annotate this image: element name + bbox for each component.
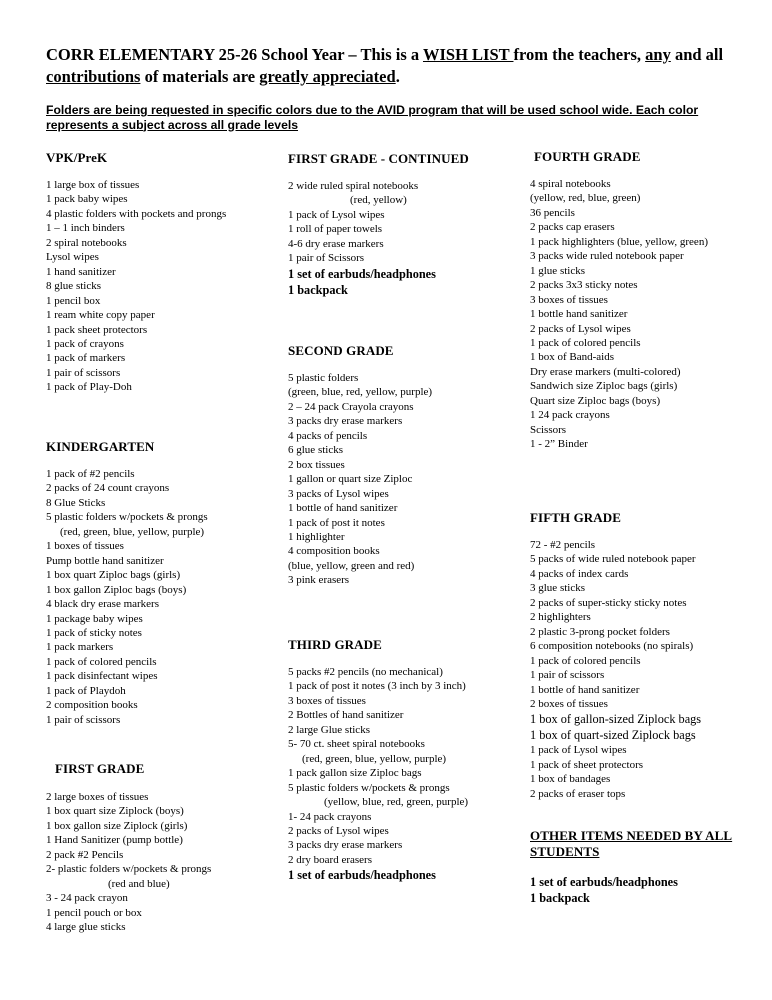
section-heading: FIRST GRADE - CONTINUED — [288, 151, 469, 166]
list-item: Quart size Ziploc bags (boys) — [530, 394, 661, 407]
list-item: 1 highlighter — [288, 530, 345, 543]
list-item: 5 packs of wide ruled notebook paper — [530, 553, 696, 566]
list-item: 3 packs wide ruled notebook paper — [530, 250, 684, 263]
list-item: 2 packs of Lysol wipes — [530, 322, 631, 335]
list-item: 1 pack of Playdoh — [46, 684, 126, 697]
list-item: 1 pack of colored pencils — [530, 654, 641, 667]
list-item: 1 package baby wipes — [46, 612, 143, 625]
list-item: 1 glue sticks — [530, 264, 585, 277]
list-item: 3 boxes of tissues — [530, 293, 608, 306]
list-item: 1 pair of scissors — [530, 669, 605, 682]
list-item: 5 packs #2 pencils (no mechanical) — [288, 666, 443, 678]
list-item: Pump bottle hand sanitizer — [46, 554, 164, 567]
list-item: 8 glue sticks — [46, 280, 101, 293]
list-item: 1 box of bandages — [530, 773, 611, 786]
list-item: (yellow, blue, red, green, purple) — [324, 796, 469, 809]
title-text: from the teachers, — [513, 45, 646, 64]
list-item: 3 packs dry erase markers — [288, 839, 403, 852]
list-item: 1 set of earbuds/headphones — [288, 868, 436, 883]
list-item: 4 packs of index cards — [530, 567, 629, 580]
folder-color-notice: Folders are being requested in specific colors due to the AVID program that will be used school wide. Each color represents a subject across all grade levels — [46, 103, 699, 132]
list-item: 3 packs of Lysol wipes — [288, 487, 389, 500]
section-heading: VPK/PreK — [46, 150, 108, 165]
list-item: 2 packs of super-sticky sticky notes — [530, 596, 687, 609]
section-third-grade — [288, 637, 483, 883]
list-item: 3 glue sticks — [530, 582, 585, 595]
section-fourth-grade — [530, 149, 720, 452]
list-item: 1 ream white copy paper — [46, 309, 155, 322]
list-item: 4 packs of pencils — [288, 429, 368, 442]
list-item: 1 box of Band-aids — [530, 351, 615, 364]
list-item: Lysol wipes — [46, 251, 99, 264]
list-item: 3 - 24 pack crayon — [46, 892, 128, 905]
list-item: 1 bottle of hand sanitizer — [288, 502, 398, 515]
list-item: 2 packs of Lysol wipes — [288, 824, 389, 837]
list-item: 2 plastic 3-prong pocket folders — [530, 625, 670, 638]
list-item: 1 pack markers — [46, 641, 114, 654]
title-text: CORR ELEMENTARY 25-26 School Year – This is a — [46, 45, 423, 64]
list-item: 1 set of earbuds/headphones — [288, 266, 436, 281]
list-item: 2 dry board erasers — [288, 853, 372, 866]
list-item: 2 boxes of tissues — [530, 697, 608, 710]
title-greatly-appreciated: greatly appreciated — [259, 67, 396, 86]
list-item: 1 pencil box — [46, 294, 101, 307]
list-item: 1 box quart Ziploc bags (girls) — [46, 569, 181, 582]
list-item: 1 Hand Sanitizer (pump bottle) — [46, 834, 183, 847]
list-item: 1 24 pack crayons — [530, 409, 610, 422]
list-item: 1 – 1 inch binders — [46, 222, 125, 235]
title-text: . — [395, 67, 400, 86]
section-first-grade-list — [46, 790, 266, 935]
list-item: 2 composition books — [46, 699, 138, 712]
list-item: (red, green, blue, yellow, purple) — [302, 752, 447, 765]
list-item: 6 glue sticks — [288, 444, 343, 457]
list-item: 1 boxes of tissues — [46, 540, 124, 553]
section-heading: FIFTH GRADE — [530, 510, 622, 525]
section-heading: KINDERGARTEN — [46, 439, 155, 454]
list-item: 1 set of earbuds/headphones — [530, 875, 678, 889]
list-item: Scissors — [530, 423, 567, 436]
list-item: 2 packs of 24 count crayons — [46, 482, 170, 495]
section-first-grade-continued — [288, 151, 498, 298]
list-item: (yellow, red, blue, green) — [530, 192, 641, 205]
list-item: 4 black dry erase markers — [46, 598, 160, 611]
list-item: 1- 24 pack crayons — [288, 810, 372, 823]
list-item: 2 spiral notebooks — [46, 236, 127, 249]
title-text: and all — [670, 45, 724, 64]
title-contributions: contributions — [46, 67, 141, 86]
list-item: 1 pack of colored pencils — [46, 655, 157, 668]
section-heading: FIRST GRADE — [55, 761, 145, 776]
list-item: 36 pencils — [530, 206, 575, 219]
list-item: 72 - #2 pencils — [530, 539, 596, 551]
list-item: 5- 70 ct. sheet spiral notebooks — [288, 738, 425, 751]
list-item: 1 pack of sheet protectors — [530, 758, 644, 771]
list-item: 1 pack of Play-Doh — [46, 381, 132, 394]
list-item: 4 composition books — [288, 545, 380, 558]
list-item: 2 large Glue sticks — [288, 723, 370, 736]
list-item: 1 roll of paper towels — [288, 223, 383, 236]
list-item: 1 bottle hand sanitizer — [530, 308, 628, 321]
section-kindergarten — [46, 439, 256, 727]
list-item: 1 pack of colored pencils — [530, 336, 641, 349]
title-any: any — [645, 45, 671, 64]
list-item: 2 wide ruled spiral notebooks — [288, 180, 419, 192]
section-vpk — [46, 150, 246, 395]
list-item: 1 box of quart-sized Ziplock bags — [530, 728, 696, 743]
list-item: 3 pink erasers — [288, 574, 350, 587]
list-item: 5 plastic folders w/pockets & prongs — [46, 511, 208, 524]
list-item: 1 pack highlighters (blue, yellow, green) — [530, 235, 708, 248]
list-item: 1 box of gallon-sized Ziplock bags — [530, 712, 702, 727]
list-item: 6 composition notebooks (no spirals) — [530, 640, 694, 653]
list-item: (red and blue) — [108, 877, 170, 890]
section-heading: THIRD GRADE — [288, 637, 382, 652]
list-item: (green, blue, red, yellow, purple) — [288, 386, 433, 399]
section-second-grade — [288, 343, 498, 588]
list-item: 1 pack of post it notes — [288, 516, 385, 529]
list-item: 3 packs dry erase markers — [288, 415, 403, 428]
list-item: 4-6 dry erase markers — [288, 237, 384, 250]
list-item: 1 backpack — [288, 282, 348, 297]
list-item: 1 box quart size Ziplock (boys) — [46, 805, 184, 818]
list-item: 1 large box of tissues — [46, 179, 140, 191]
title-text: of materials are — [140, 67, 260, 86]
list-item: 1 pack of #2 pencils — [46, 468, 135, 480]
section-heading: FOURTH GRADE — [534, 149, 641, 164]
list-item: Dry erase markers (multi-colored) — [530, 365, 681, 378]
list-item: 1 box gallon size Ziplock (girls) — [46, 819, 188, 832]
list-item: 2 packs of eraser tops — [530, 787, 626, 800]
list-item: 1 pack sheet protectors — [46, 323, 148, 336]
list-item: 1 pair of Scissors — [288, 252, 365, 265]
section-other-items — [530, 828, 740, 906]
list-item: 5 plastic folders w/pockets & prongs — [288, 781, 450, 794]
list-item: 1 - 2” Binder — [530, 438, 588, 451]
list-item: 1 bottle of hand sanitizer — [530, 683, 640, 696]
list-item: 2 – 24 pack Crayola crayons — [288, 400, 414, 413]
list-item: 5 plastic folders — [288, 372, 359, 384]
list-item: 4 spiral notebooks — [530, 178, 611, 190]
list-item: (red, green, blue, yellow, purple) — [60, 525, 205, 538]
list-item: 2 highlighters — [530, 611, 591, 624]
list-item: 1 pack disinfectant wipes — [46, 670, 158, 683]
list-item: 2- plastic folders w/pockets & prongs — [46, 863, 212, 876]
list-item: 1 gallon or quart size Ziploc — [288, 473, 413, 486]
list-item: Sandwich size Ziploc bags (girls) — [530, 380, 678, 393]
list-item: 1 backpack — [530, 891, 590, 905]
list-item: 2 Bottles of hand sanitizer — [288, 709, 404, 722]
title-wish-list: WISH LIST — [422, 45, 514, 64]
list-item: 1 pair of scissors — [46, 366, 121, 379]
section-fifth-grade — [530, 510, 740, 801]
list-item: 1 pack of Lysol wipes — [288, 208, 385, 221]
list-item: 1 hand sanitizer — [46, 265, 116, 278]
list-item: 1 pack of Lysol wipes — [530, 744, 627, 757]
list-item: 3 boxes of tissues — [288, 694, 366, 707]
list-item: 2 packs 3x3 sticky notes — [530, 279, 638, 292]
list-item: 2 packs cap erasers — [530, 221, 615, 234]
list-item: (red, yellow) — [350, 194, 407, 207]
page-title — [46, 44, 736, 88]
list-item: 8 Glue Sticks — [46, 496, 106, 509]
list-item: 2 large boxes of tissues — [46, 791, 149, 803]
section-first-grade — [55, 761, 265, 789]
list-item: 1 pack gallon size Ziploc bags — [288, 767, 422, 780]
list-item: 1 pack baby wipes — [46, 193, 128, 206]
list-item: 4 large glue sticks — [46, 921, 126, 934]
section-heading: OTHER ITEMS NEEDED BY ALL STUDENTS — [530, 828, 733, 859]
list-item: 1 pair of scissors — [46, 713, 121, 726]
list-item: 1 pencil pouch or box — [46, 906, 142, 919]
list-item: 1 pack of post it notes (3 inch by 3 inch) — [288, 680, 466, 693]
list-item: 4 plastic folders with pockets and prongs — [46, 207, 227, 220]
list-item: 2 box tissues — [288, 458, 345, 471]
list-item: (blue, yellow, green and red) — [288, 559, 415, 572]
section-heading: SECOND GRADE — [288, 343, 394, 358]
list-item: 1 pack of sticky notes — [46, 626, 142, 639]
list-item: 2 pack #2 Pencils — [46, 848, 124, 861]
list-item: 1 box gallon Ziploc bags (boys) — [46, 583, 187, 596]
list-item: 1 pack of markers — [46, 352, 126, 365]
list-item: 1 pack of crayons — [46, 337, 124, 350]
